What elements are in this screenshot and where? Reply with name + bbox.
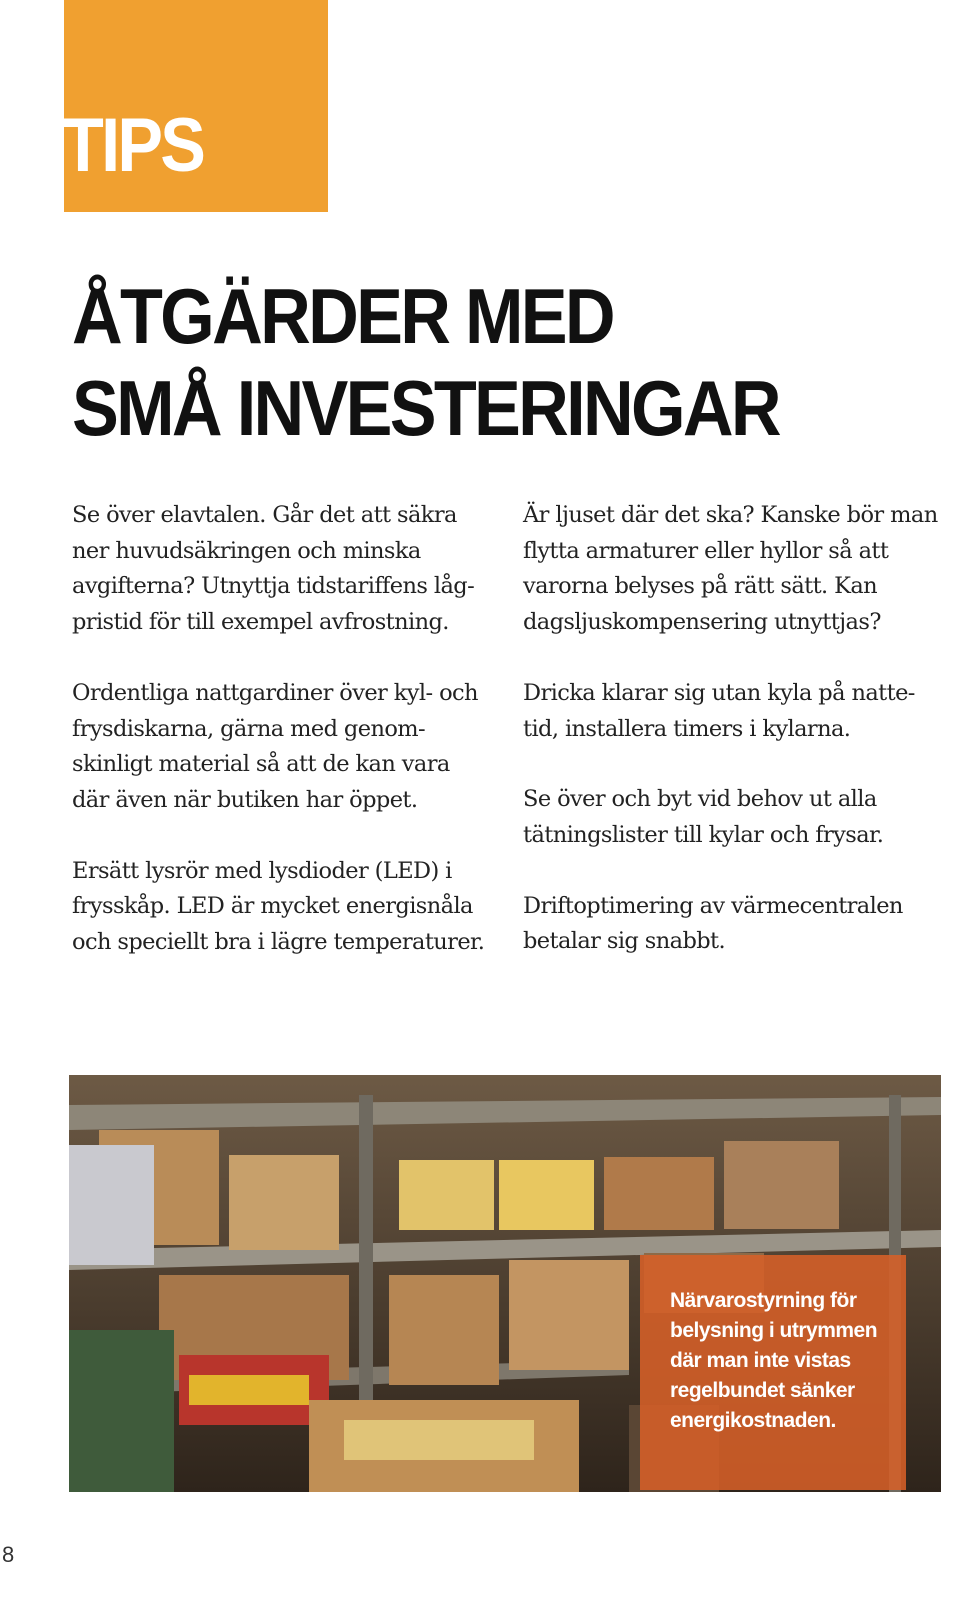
right-text-column	[523, 498, 941, 995]
left-text-column	[72, 498, 492, 996]
tip-paragraph: Dricka klarar sig utan kyla på nattetid, installera timers i kylarna.	[523, 679, 916, 742]
tip-paragraph: Ordentliga nattgardiner över kyl- och frysdiskarna, gärna med genomskinligt material så att de kan vara där även när butiken har öppet.	[72, 679, 478, 813]
headline-line-2: SMÅ INVESTERINGAR	[72, 364, 779, 452]
headline-line-1: ÅTGÄRDER MED	[72, 272, 613, 360]
page-headline	[72, 270, 779, 454]
photo-caption: Närvarostyrning för belysning i utrymmen där man inte vistas regelbundet sänker energikostnaden.	[670, 1289, 878, 1432]
page-number: 8	[2, 1542, 15, 1567]
tip-paragraph: Ersätt lysrör med lysdioder (LED) i frysskåp. LED är mycket energisnåla och speciellt bra i lägre temperaturer.	[72, 857, 485, 956]
tip-paragraph: Se över elavtalen. Går det att säkra ner huvudsäkringen och minska avgifterna? Utnyttja tidstariffens lågpristid för till exempel avfrostning.	[72, 502, 475, 636]
tip-paragraph: Se över och byt vid behov ut alla tätningslister till kylar och frysar.	[523, 786, 884, 848]
tip-paragraph: Driftoptimering av värmecentralen betalar sig snabbt.	[523, 892, 903, 955]
tips-tag: TIPS	[62, 103, 204, 188]
tip-paragraph: Är ljuset där det ska? Kanske bör man flytta armaturer eller hyllor så att varorna belyses på rätt sätt. Kan dagsljuskompensering utnyttjas?	[523, 502, 938, 636]
